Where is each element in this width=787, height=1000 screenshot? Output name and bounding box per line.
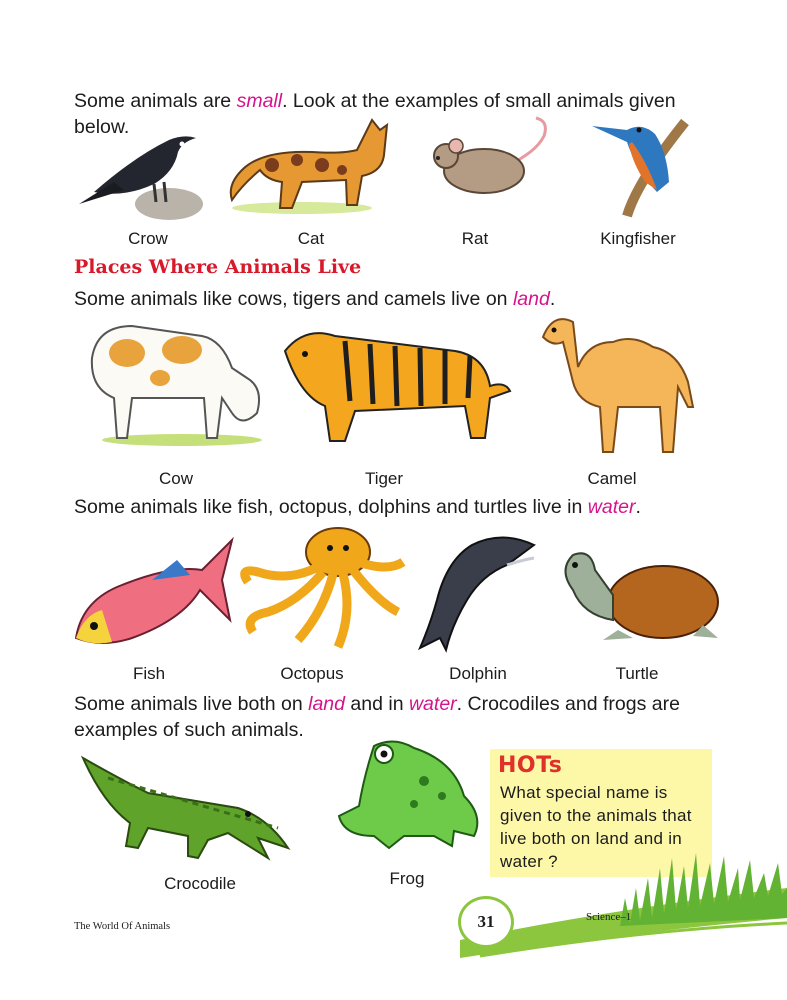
- intro-emphasis: small: [236, 90, 283, 112]
- cow-illustration: [72, 318, 268, 448]
- caption-octopus: Octopus: [280, 664, 344, 683]
- land-text: Some animals like cows, tigers and camels live on: [74, 288, 513, 310]
- camel-illustration: [538, 312, 698, 460]
- dolphin-illustration: [412, 530, 540, 655]
- turtle-illustration: [553, 540, 723, 645]
- both-text: Some animals live both on: [74, 693, 309, 715]
- water-paragraph: [74, 494, 724, 520]
- crow-illustration: [74, 112, 209, 222]
- kingfisher-illustration: [587, 112, 697, 220]
- caption-rat: Rat: [461, 229, 489, 248]
- caption-kingfisher: Kingfisher: [600, 229, 676, 248]
- hots-question: What special name is given to the animals that live both on land and in water ?: [500, 783, 692, 871]
- caption-frog: Frog: [389, 869, 425, 888]
- page-number: 31: [458, 896, 514, 948]
- intro-text: Some animals are: [74, 90, 237, 112]
- caption-dolphin: Dolphin: [449, 664, 507, 683]
- intro-text-end: . Look at the examples of small animals given below.: [74, 90, 676, 138]
- caption-cat: Cat: [297, 229, 325, 248]
- both-text-end: . Crocodiles and frogs are examples of such animals.: [74, 693, 680, 741]
- caption-tiger: Tiger: [364, 469, 404, 488]
- caption-turtle: Turtle: [615, 664, 659, 683]
- caption-crow: Crow: [128, 229, 168, 248]
- octopus-illustration: [228, 522, 408, 652]
- frog-illustration: [334, 736, 484, 856]
- water-emphasis: water: [587, 496, 636, 518]
- caption-camel: Camel: [587, 469, 637, 488]
- water-text: Some animals like fish, octopus, dolphins and turtles live in: [74, 496, 588, 518]
- tiger-illustration: [275, 326, 515, 448]
- both-emphasis-water: water: [408, 693, 457, 715]
- fish-illustration: [72, 530, 234, 650]
- caption-cow: Cow: [158, 469, 193, 488]
- both-text-mid: and in: [345, 693, 409, 715]
- section-heading: Places Where Animals Live: [74, 256, 362, 278]
- crocodile-illustration: [78, 748, 294, 868]
- hots-title: HOTs: [498, 753, 563, 778]
- caption-crocodile: Crocodile: [164, 874, 236, 893]
- cat-illustration: [222, 110, 392, 216]
- land-text-end: .: [549, 288, 556, 310]
- rat-illustration: [424, 116, 564, 208]
- land-paragraph: [74, 286, 724, 312]
- water-text-end: .: [635, 496, 641, 518]
- land-emphasis: land: [512, 288, 550, 310]
- both-emphasis-land: land: [308, 693, 345, 715]
- footer-book-title: The World Of Animals: [74, 921, 171, 932]
- caption-fish: Fish: [132, 664, 166, 683]
- footer-subject: Science–1: [586, 911, 632, 923]
